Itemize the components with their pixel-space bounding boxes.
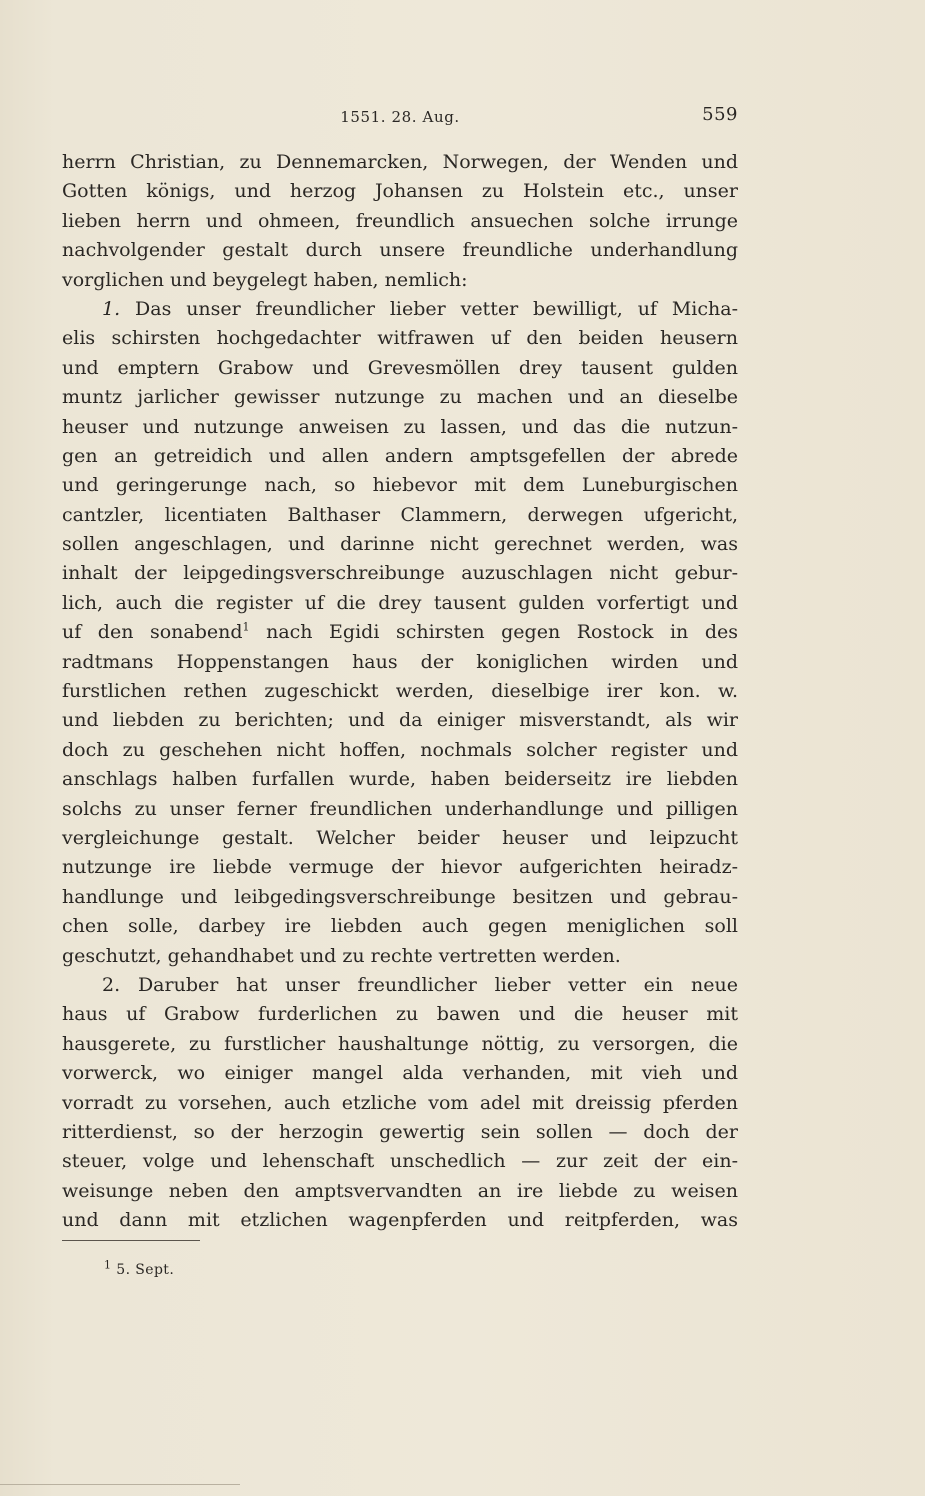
running-title: 1551. 28. Aug. [340,108,460,126]
page-number: 559 [702,104,738,125]
paragraph-1-first-line [62,295,738,324]
text-line: anschlags halben furfallen wurde, haben beiderseitz ire liebden [62,768,738,791]
text-line: hausgerete, zu furstlicher haushaltunge nöttig, zu versorgen, die [62,1032,738,1055]
paragraph-number: 2. [102,973,121,996]
text-line: vorwerck, wo einiger mangel alda verhanden, mit vieh und [62,1062,738,1085]
text-line: geschutzt, gehandhabet und zu rechte vertretten werden. [62,944,621,967]
text-line: doch zu geschehen nicht hoffen, nochmals solcher register und [62,738,738,761]
text-line: ritterdienst, so der herzogin gewertig sein sollen — doch der [62,1120,738,1143]
text-line: weisunge neben den amptsvervandten an ire liebde zu weisen [62,1179,738,1202]
text-line: Gotten königs, und herzog Johansen zu Holstein etc., unser [62,180,738,203]
text-line: und geringerunge nach, so hiebevor mit dem Luneburgischen [62,474,738,497]
paragraph-number: 1. [102,297,121,320]
text-line: vorglichen und beygelegt haben, nemlich: [62,268,468,291]
text-line: gen an getreidich und allen andern amptsgefellen der abrede [62,444,738,467]
text-line: und liebden zu berichten; und da einiger misverstandt, als wir [62,709,738,732]
paragraph-2-first-line [62,971,738,1000]
text-line: herrn Christian, zu Dennemarcken, Norwegen, der Wenden und [62,151,738,173]
text-line: und dann mit etzlichen wagenpferden und reitpferden, was [62,1209,738,1232]
text-line: furstlichen rethen zugeschickt werden, dieselbige irer kon. w. [62,680,738,703]
footnote-marker: 1 [104,1258,112,1272]
text-line: steuer, volge und lehenschaft unschedlich — zur zeit der ein- [62,1150,738,1173]
text-line: muntz jarlicher gewisser nutzunge zu machen und an dieselbe [62,386,738,409]
text-line: elis schirsten hochgedachter witfrawen uf den beiden heusern [62,327,738,350]
text-line: inhalt der leipgedingsverschreibunge auzuschlagen nicht gebur- [62,562,738,585]
page-edge-line [0,1484,240,1485]
text-line: sollen angeschlagen, und darinne nicht gerechnet werden, was [62,533,738,556]
text-line: vorradt zu vorsehen, auch etzliche vom adel mit dreissig pferden [62,1091,738,1114]
text-line: vergleichunge gestalt. Welcher beider heuser und leipzucht [62,826,738,849]
text-line: haus uf Grabow furderlichen zu bawen und die heuser mit [62,1003,738,1026]
footnote [104,1258,175,1278]
text-line: lieben herrn und ohmeen, freundlich ansuechen solche irrunge [62,209,738,232]
text-line: und emptern Grabow und Grevesmöllen drey tausent gulden [62,356,738,379]
text-line: heuser und nutzunge anweisen zu lassen, und das die nutzun- [62,415,738,438]
text-fragment: uf den sonabend [62,621,243,644]
text-line: cantzler, licentiaten Balthaser Clammern, derwegen ufgericht, [62,503,738,526]
text-line: chen solle, darbey ire liebden auch gegen meniglichen soll [62,915,738,938]
footnote-text: 5. Sept. [111,1262,175,1278]
text-line: Das unser freundlicher lieber vetter bewilligt, uf Micha- [135,297,738,320]
text-line: nachvolgender gestalt durch unsere freundliche underhandlung [62,239,738,262]
text-line: solchs zu unser ferner freundlichen underhandlunge und pilligen [62,797,738,820]
body-text [62,148,738,1235]
text-line: nutzunge ire liebde vermuge der hievor aufgerichten heiradz- [62,856,738,879]
footnote-divider [62,1240,200,1241]
text-line: handlunge und leibgedingsverschreibunge besitzen und gebrau- [62,885,738,908]
text-line-with-footnote-ref [62,618,738,647]
text-fragment: nach Egidi schirsten gegen Rostock in des [249,621,738,644]
text-line: lich, auch die register uf die drey tausent gulden vorfertigt und [62,591,738,614]
running-head [62,104,738,132]
footnote-reference[interactable]: 1 [242,620,250,634]
text-line: Daruber hat unser freundlicher lieber vetter ein neue [137,973,739,996]
text-line: radtmans Hoppenstangen haus der koniglichen wirden und [62,650,738,673]
